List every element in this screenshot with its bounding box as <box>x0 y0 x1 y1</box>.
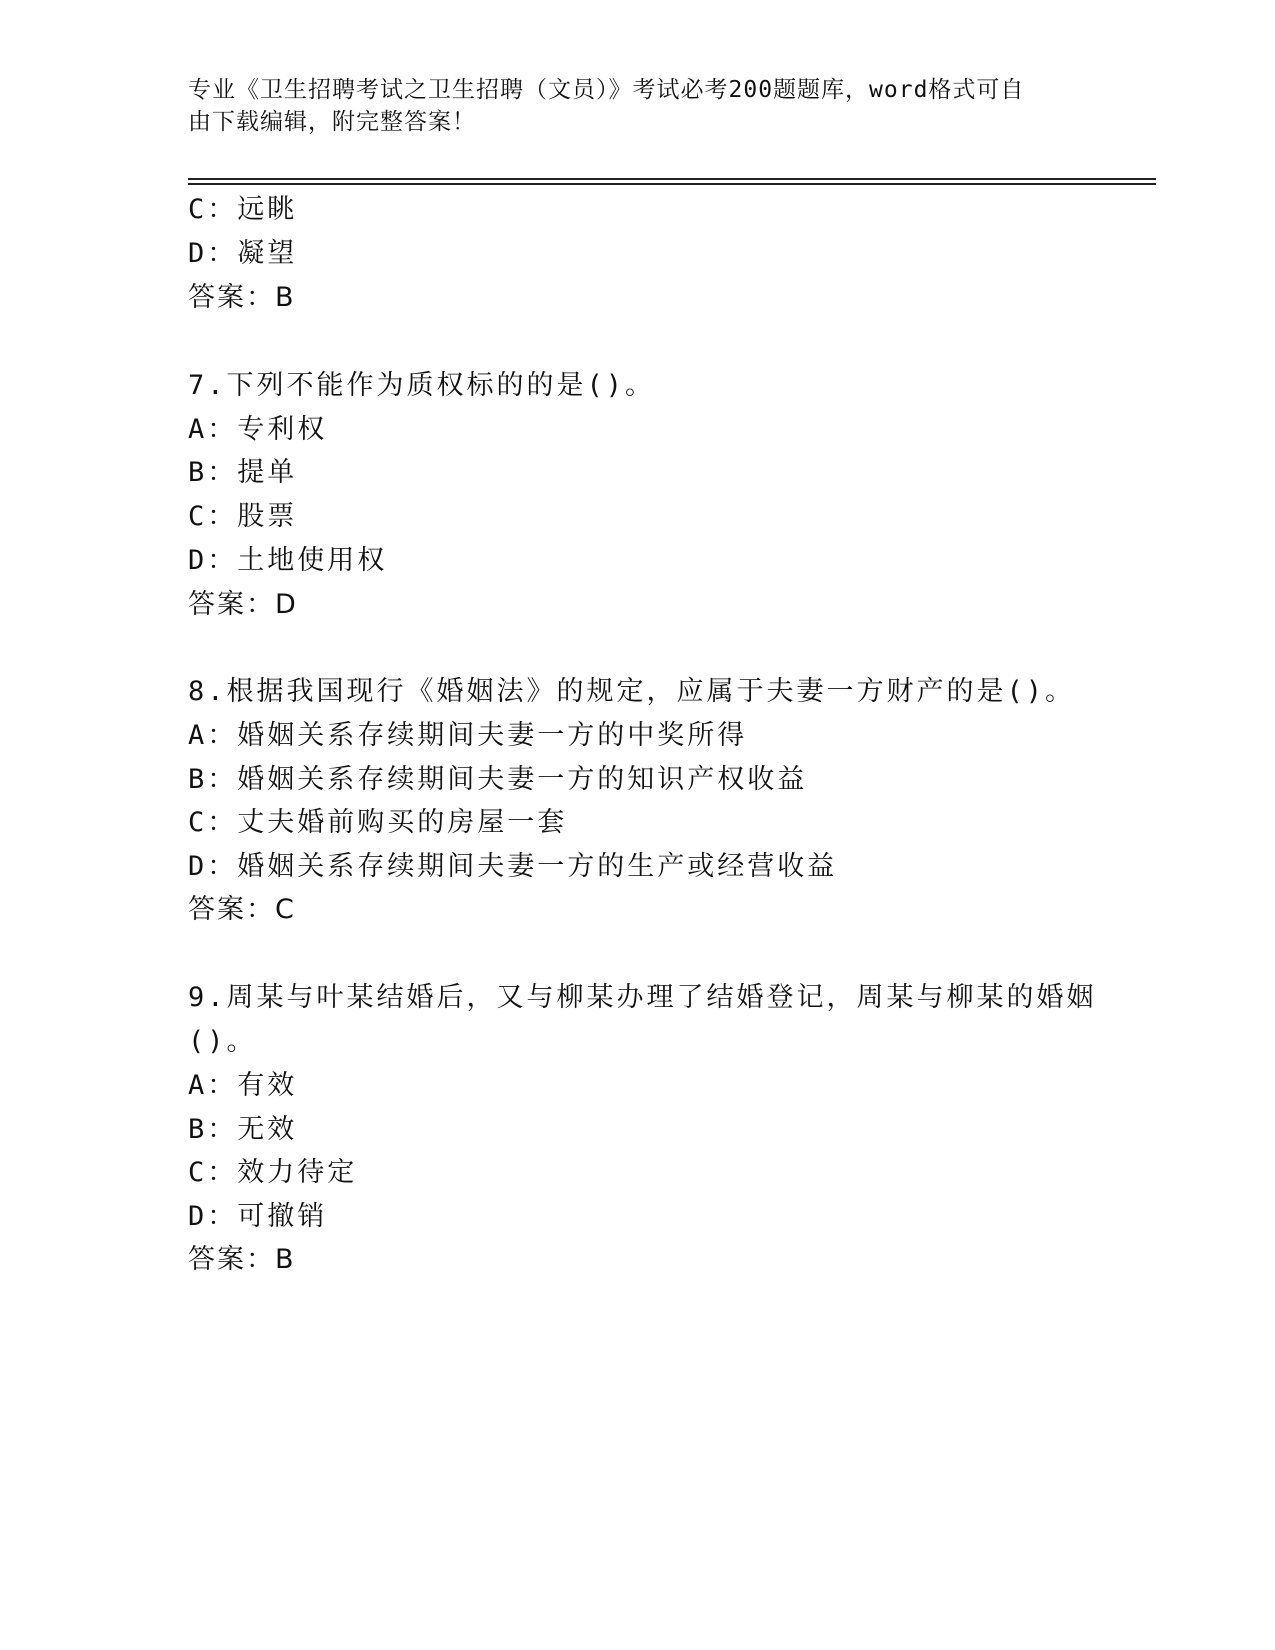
document-header <box>188 74 1068 138</box>
q6-answer: 答案：B <box>188 282 296 313</box>
q6-option-c: C：远眺 <box>188 194 298 225</box>
q8-stem: 8.根据我国现行《婚姻法》的规定，应属于夫妻一方财产的是()。 <box>188 676 1076 707</box>
header-divider-bottom <box>188 183 1156 185</box>
q9-stem-line-1: 9.周某与叶某结婚后，又与柳某办理了结婚登记，周某与柳某的婚姻 <box>188 982 1097 1013</box>
q8-option-a: A：婚姻关系存续期间夫妻一方的中奖所得 <box>188 720 748 751</box>
q9-stem-line-2: ()。 <box>188 1026 257 1057</box>
q9-answer: 答案：B <box>188 1244 296 1275</box>
q7-option-c: C：股票 <box>188 501 298 532</box>
q7-answer: 答案：D <box>188 589 298 620</box>
q7-option-a: A：专利权 <box>188 414 328 445</box>
q7-stem: 7.下列不能作为质权标的的是()。 <box>188 370 656 401</box>
q6-option-d: D：凝望 <box>188 238 298 269</box>
q7-option-d: D：土地使用权 <box>188 545 388 576</box>
q9-option-a: A：有效 <box>188 1070 298 1101</box>
q8-option-b: B：婚姻关系存续期间夫妻一方的知识产权收益 <box>188 764 808 795</box>
q8-option-c: C：丈夫婚前购买的房屋一套 <box>188 807 568 838</box>
header-title-line-2: 由下载编辑，附完整答案！ <box>188 109 476 135</box>
q9-option-b: B：无效 <box>188 1114 298 1145</box>
q8-option-d: D：婚姻关系存续期间夫妻一方的生产或经营收益 <box>188 851 838 882</box>
header-title-line-1: 专业《卫生招聘考试之卫生招聘（文员）》考试必考200题题库，word格式可自 <box>188 77 1025 103</box>
q8-answer: 答案：C <box>188 894 296 925</box>
q7-option-b: B：提单 <box>188 457 298 488</box>
q9-option-d: D：可撤销 <box>188 1201 328 1232</box>
q9-option-c: C：效力待定 <box>188 1157 358 1188</box>
header-divider-top <box>188 178 1156 180</box>
